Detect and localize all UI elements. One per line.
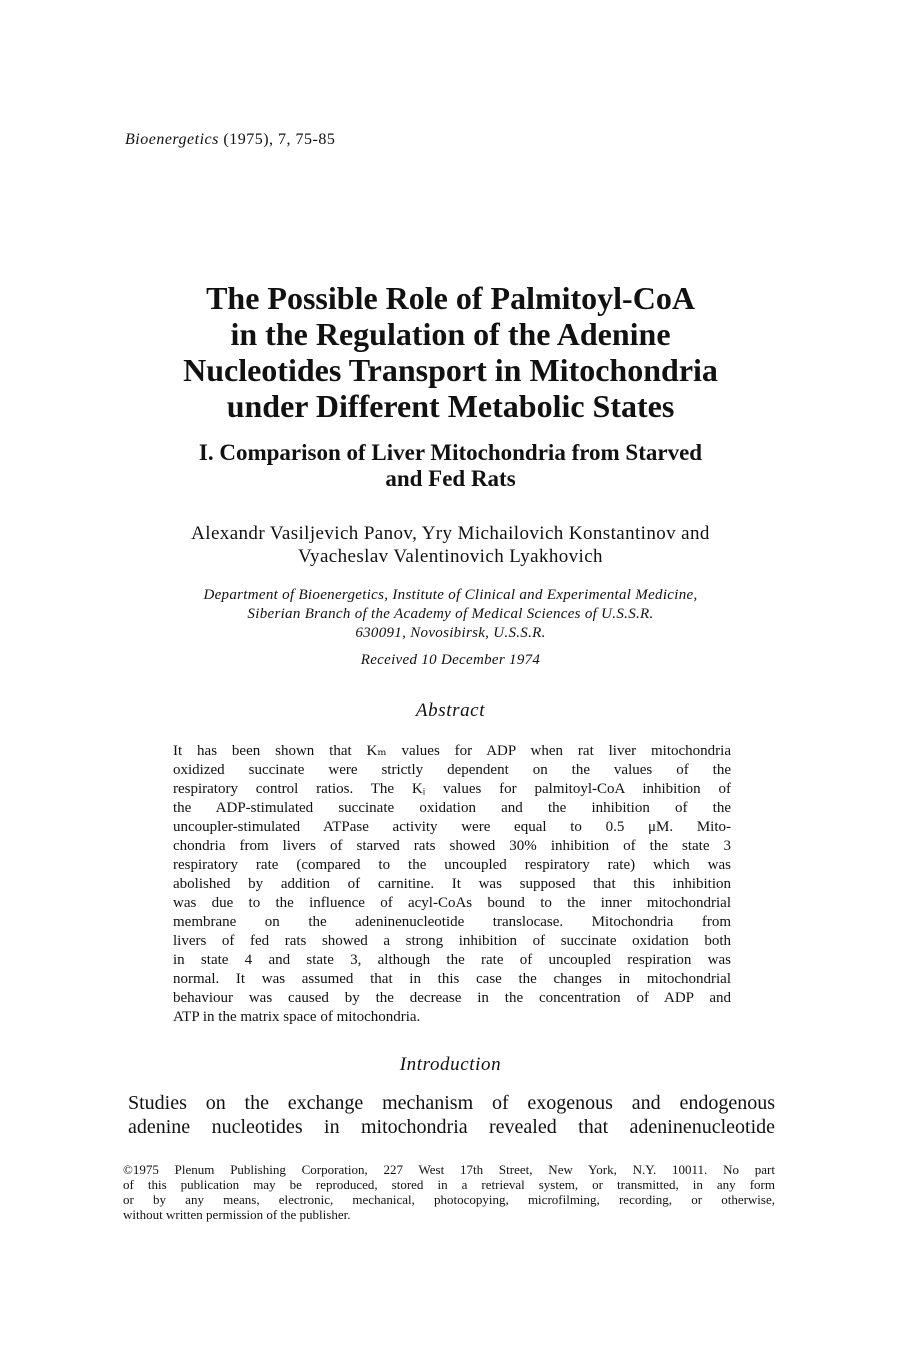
abstract-line: chondria from livers of starved rats showed 30% inhibition of the state 3 <box>173 838 731 854</box>
abstract-line: oxidized succinate were strictly dependent on the values of the <box>173 762 731 778</box>
abstract-line: uncoupler-stimulated ATPase activity were equal to 0.5 μM. Mito- <box>173 819 731 835</box>
copyright-line: of this publication may be reproduced, stored in a retrieval system, or transmitted, in any form <box>123 1177 775 1192</box>
abstract-line: abolished by addition of carnitine. It was supposed that this inhibition <box>173 876 731 892</box>
author-list <box>0 522 901 568</box>
journal-citation <box>125 131 335 149</box>
copyright-line: without written permission of the publisher. <box>123 1207 351 1222</box>
abstract-line: membrane on the adeninenucleotide translocase. Mitochondria from <box>173 914 731 930</box>
journal-name: Bioenergetics <box>125 131 219 148</box>
affiliation <box>0 586 901 643</box>
abstract-line: the ADP-stimulated succinate oxidation and the inhibition of the <box>173 800 731 816</box>
copyright-notice <box>123 1162 775 1222</box>
abstract-body <box>173 742 731 1027</box>
paper-subtitle <box>0 440 901 492</box>
abstract-line: ATP in the matrix space of mitochondria. <box>173 1009 421 1025</box>
introduction-heading: Introduction <box>399 1054 502 1075</box>
affiliation-line: 630091, Novosibirsk, U.S.S.R. <box>355 625 546 641</box>
journal-volume-pages: (1975), 7, 75-85 <box>218 131 336 148</box>
abstract-line: normal. It was assumed that in this case the changes in mitochondrial <box>173 971 731 987</box>
paper-title <box>0 280 901 424</box>
intro-line: Studies on the exchange mechanism of exogenous and endogenous <box>128 1092 775 1114</box>
authors-line: Alexandr Vasiljevich Panov, Yry Michailovich Konstantinov and <box>191 523 710 544</box>
abstract-line: livers of fed rats showed a strong inhibition of succinate oxidation both <box>173 933 731 949</box>
abstract-line: respiratory control ratios. The Kᵢ values for palmitoyl-CoA inhibition of <box>173 781 731 797</box>
intro-line: adenine nucleotides in mitochondria revealed that adeninenucleotide <box>128 1116 775 1138</box>
abstract-line: was due to the influence of acyl-CoAs bound to the inner mitochondrial <box>173 895 731 911</box>
abstract-line: in state 4 and state 3, although the rate of uncoupled respiration was <box>173 952 731 968</box>
affiliation-line: Department of Bioenergetics, Institute of Clinical and Experimental Medicine, <box>203 587 698 603</box>
abstract-heading: Abstract <box>415 700 486 721</box>
abstract-line: behaviour was caused by the decrease in the concentration of ADP and <box>173 990 731 1006</box>
title-line: The Possible Role of Palmitoyl-CoA <box>206 280 695 316</box>
copyright-line: ©1975 Plenum Publishing Corporation, 227 West 17th Street, New York, N.Y. 10011. No part <box>123 1162 775 1177</box>
title-line: under Different Metabolic States <box>226 388 675 424</box>
subtitle-line: and Fed Rats <box>385 466 516 491</box>
received-date: Received 10 December 1974 <box>360 652 541 668</box>
title-line: in the Regulation of the Adenine <box>230 316 671 352</box>
subtitle-line: I. Comparison of Liver Mitochondria from Starved <box>198 440 703 465</box>
abstract-line: It has been shown that Kₘ values for ADP when rat liver mitochondria <box>173 743 731 759</box>
introduction-body <box>128 1091 775 1139</box>
title-line: Nucleotides Transport in Mitochondria <box>183 352 718 388</box>
authors-line: Vyacheslav Valentinovich Lyakhovich <box>298 546 603 567</box>
affiliation-line: Siberian Branch of the Academy of Medical Sciences of U.S.S.R. <box>247 606 654 622</box>
abstract-line: respiratory rate (compared to the uncoupled respiratory rate) which was <box>173 857 731 873</box>
copyright-line: or by any means, electronic, mechanical, photocopying, microfilming, recording, or otherwise, <box>123 1192 775 1207</box>
